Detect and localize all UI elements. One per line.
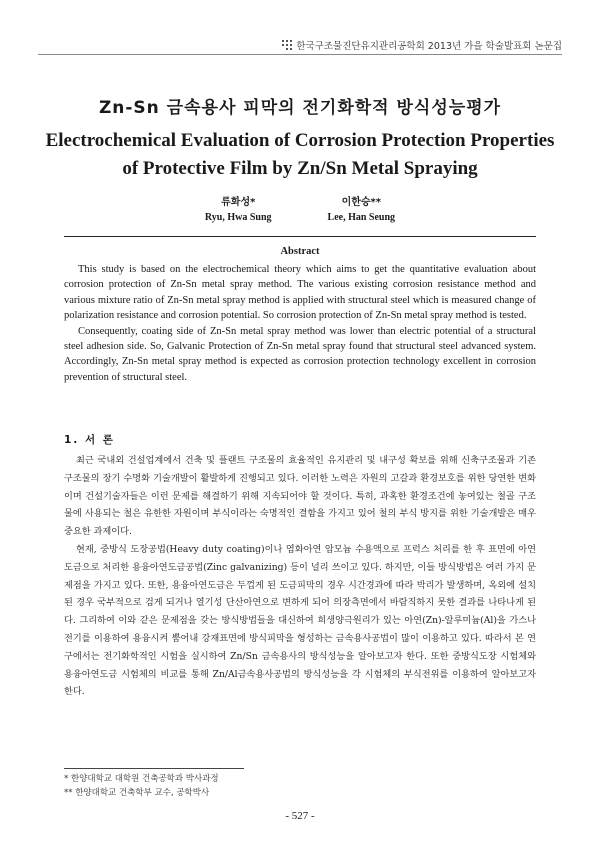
abstract-divider bbox=[64, 236, 536, 237]
paper-title-english: Electrochemical Evaluation of Corrosion Protection Properties of Protective Film by Zn/Sn Metal Spraying bbox=[45, 130, 555, 179]
body-paragraph: 최근 국내외 건설업계에서 건축 및 플랜트 구조물의 효율적인 유지관리 및 내구성 확보를 위해 신축구조물과 기존 구조물의 장기 수명화 기술개발이 활발하게 진행되고 있다. 이러한 노력은 자원의 고갈과 환경보호를 위한 당연한 변화이며 건설기술자들은 이런 문제를 해결하기 위해 지속되어야 할 것이다. 특히, 과혹한 환경조건에 놓여있는 철골 구조물에 사용되는 철은 유한한 자원이며 부식이라는 숙명적인 결함을 가지고 있어 철의 부식 방지를 위한 기술개발은 매우 중요한 과제이다. bbox=[64, 455, 536, 538]
author-2 bbox=[328, 195, 396, 225]
footnote-divider bbox=[64, 768, 244, 769]
section-body bbox=[64, 452, 536, 701]
header-divider bbox=[38, 54, 562, 55]
section-heading: 1. 서 론 bbox=[64, 434, 115, 446]
paper-title-korean: Zn-Sn 금속용사 피막의 전기화학적 방식성능평가 bbox=[98, 98, 502, 118]
abstract-paragraph: This study is based on the electrochemical theory which aims to get the quantitative evaluation about corrosion protection of Zn-Sn metal spray method. The various existing corrosion resistance method and various mixture ratio of Zn-Sn metal spray method is applied with structural steel which is measured change of polarization resistance and corrosion potential. So corrosion protection of Zn-Sn metal spray method is tested. bbox=[64, 264, 536, 322]
author-name-korean: 류화성* bbox=[221, 197, 256, 208]
abstract-heading: Abstract bbox=[280, 246, 320, 257]
running-header-text: 한국구조물진단유지관리공학회 2013년 가을 학술발표회 논문집 bbox=[296, 41, 562, 52]
abstract-paragraph: Consequently, coating side of Zn-Sn metal spray method was lower than electric potential of a structural steel adhesion side. So, Galvanic Protection of Zn-Sn metal spray found that structural steel advanced system. Accordingly, Zn-Sn metal spray method is expected as corrosion protection technology excellent in corrosion prevention of structural steel. bbox=[64, 325, 536, 383]
author-1 bbox=[205, 195, 272, 225]
running-header bbox=[282, 38, 562, 52]
author-name-english: Lee, Han Seung bbox=[327, 212, 396, 223]
author-name-korean: 이한승** bbox=[341, 197, 382, 208]
dots-icon bbox=[282, 40, 292, 50]
author-name-english: Ryu, Hwa Sung bbox=[204, 212, 272, 223]
author-list bbox=[0, 195, 600, 225]
body-paragraph: 현재, 중방식 도장공법(Heavy duty coating)이나 염화아연 암모늄 수용액으로 프럭스 처리를 한 후 표면에 아연도금으로 처리한 용융아연도금공법(Zinc galvanizing) 등이 널리 쓰이고 있다. 하지만, 이들 방식방법은 여러 가지 문제점을 가지고 있다. 또한, 용융아연도금은 두껍게 된 도금피막의 경우 시간경과에 따라 박리가 발생하며, 옥외에 설치된 경우 국부적으로 검게 되거나 열기성 단산아연으로 변하게 되어 의장측면에서 바람직하지 못한 결과를 나타나게 된다. 그리하여 이와 같은 문제점을 갖는 방식방법들을 대신하여 희생양극원리가 있는 아연(Zn)-알루미늄(Al)을 가스나 전기를 이용하여 용융시켜 뿜어내 강재표면에 방식피막을 형성하는 금속용사공법이 많이 이용하고 있다. 따라서 본 연구에서는 전기화학적인 시험을 실시하여 Zn/Sn 금속용사의 방식성능을 알아보고자 한다. 또한 중방식도장 시험체와 용융아연도금 시험체의 비교를 통해 Zn/Al금속용사공법의 방식성능을 각 시험체의 부식전위를 이용하여 알아보고자 한다. bbox=[64, 543, 536, 698]
footnote: ** 한양대학교 건축학부 교수, 공학박사 bbox=[64, 788, 210, 798]
page-number: - 527 - bbox=[285, 810, 315, 822]
footnote: * 한양대학교 대학원 건축공학과 박사과정 bbox=[64, 774, 219, 784]
footnotes bbox=[64, 772, 219, 800]
abstract-body bbox=[64, 262, 536, 385]
